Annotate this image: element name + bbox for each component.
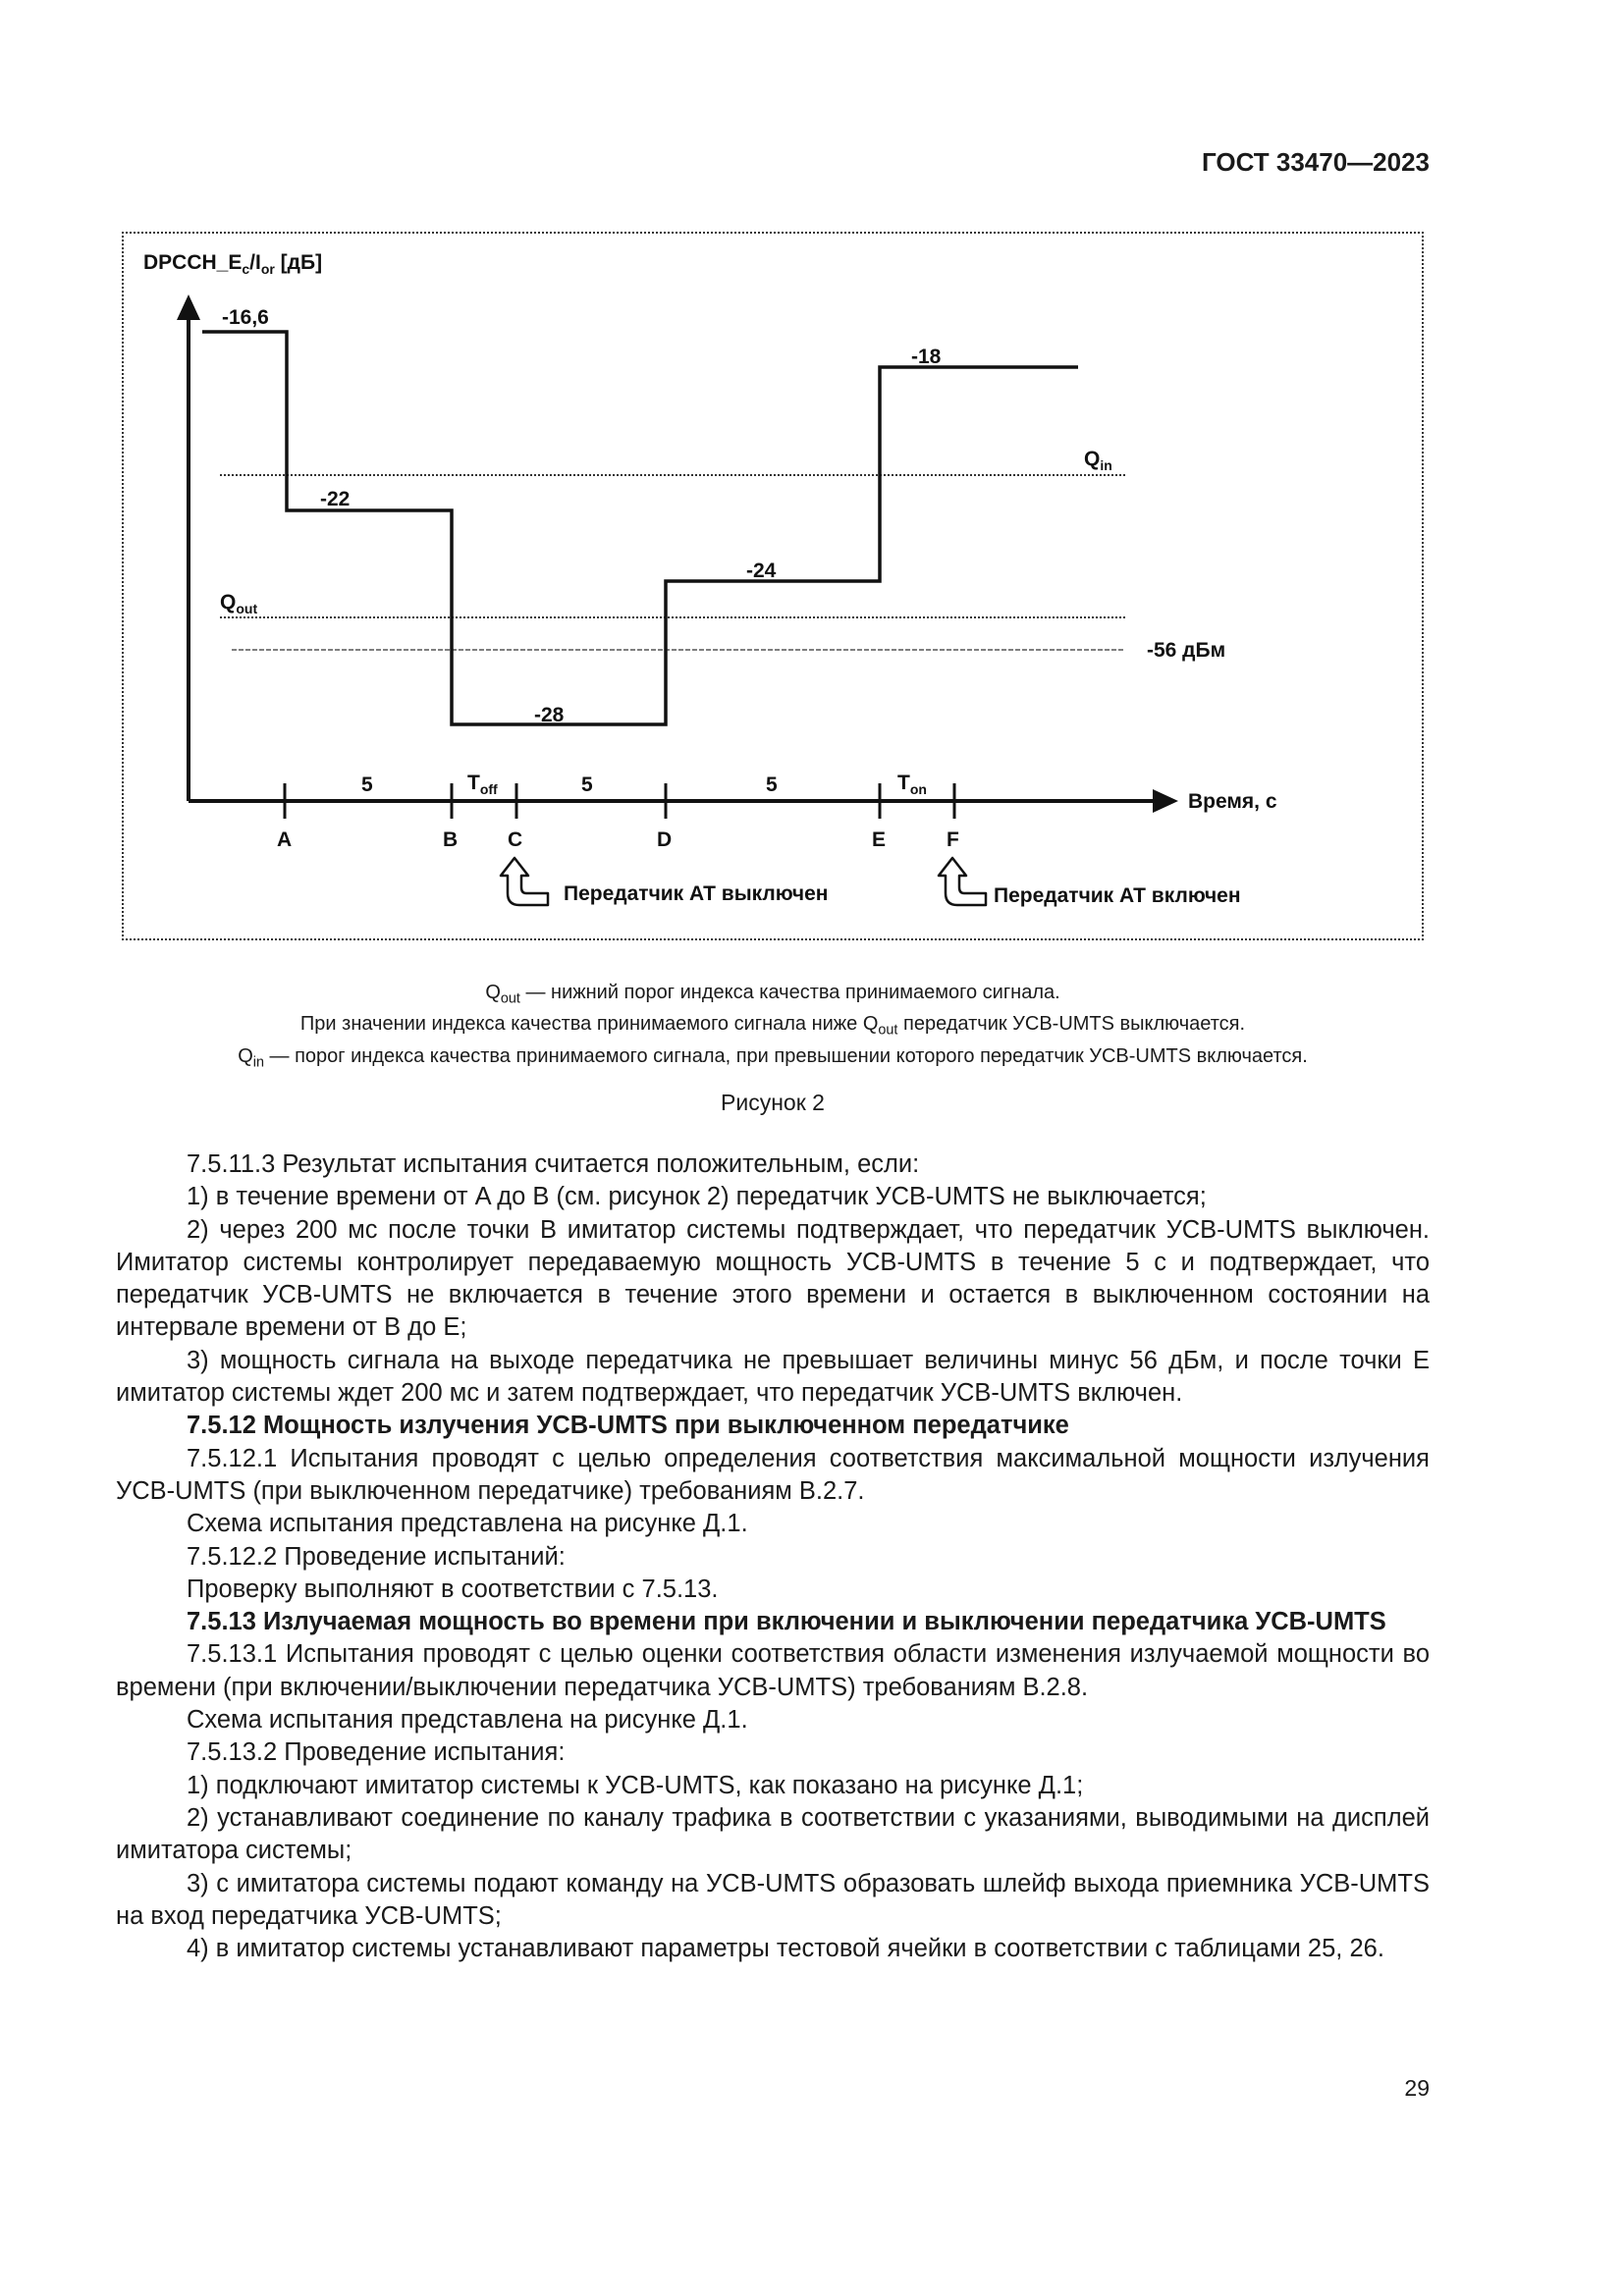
paragraph: 7.5.13.2 Проведение испытания: [187,1738,566,1767]
point-label: C [508,828,523,851]
legend-line-q-out: $Q_{out}$ — нижний порог индекса качества принимаемого сигнала. [485,982,1060,1007]
level-label: -22 [320,488,351,510]
point-label: F [947,828,959,851]
paragraph: Схема испытания представлена на рисунке Д.1. [187,1706,748,1735]
tx-off-label: Передатчик АТ выключен [564,882,829,905]
section-heading: 7.5.13 Излучаемая мощность во времени при включении и выключении передатчика УСВ-UMTS [187,1608,1386,1636]
t-off-label: $T_{off}$ [467,772,498,797]
tx-off-arrow-icon [501,858,548,905]
paragraph: Проверку выполняют в соответствии с 7.5.13. [187,1575,719,1603]
legend-line-threshold: При значении индекса качества принимаемого сигнала ниже $Q_{out}$ передатчик УСВ-UMTS выключается. [299,1013,1246,1039]
page-number: 29 [1404,2075,1430,2101]
document-header: ГОСТ 33470—2023 [1202,147,1430,177]
paragraph: 1) подключают имитатор системы к УСВ-UMTS, как показано на рисунке Д.1; [187,1771,1084,1799]
x-axis-arrow [1153,789,1178,813]
point-label: E [872,828,887,851]
paragraph: 7.5.13.1 Испытания проводят с целью оценки соответствия области изменения излучаемой мощности во времени (при включении/выключении передатчика УСВ-UMTS) требованиям В.2.8. [116,1640,1430,1701]
level-label: -28 [534,704,565,726]
paragraph: Схема испытания представлена на рисунке Д.1. [187,1510,748,1538]
point-label: B [443,828,459,851]
point-label: A [277,828,293,851]
figure-caption: Рисунок 2 [721,1090,825,1115]
level-label: -18 [911,346,942,368]
figure-frame [122,232,1424,940]
tx-on-arrow-icon [939,858,986,905]
paragraph: 3) мощность сигнала на выходе передатчика не превышает величины минус 56 дБм, и после точки E имитатор системы ждет 200 мс и затем подтверждает, что передатчик УСВ-UMTS включен. [116,1346,1430,1408]
paragraph: 7.5.12.2 Проведение испытаний: [187,1542,566,1571]
section-heading: 7.5.12 Мощность излучения УСВ-UMTS при выключенном передатчике [187,1412,1069,1440]
paragraph: 1) в течение времени от A до B (см. рисунок 2) передатчик УСВ-UMTS не выключается; [187,1183,1207,1211]
paragraph: 7.5.11.3 Результат испытания считается положительным, если: [187,1150,920,1178]
tx-on-label: Передатчик АТ включен [994,884,1241,907]
y-axis-arrow [177,294,200,320]
legend-line-q-in: $Q_{in}$ — порог индекса качества принимаемого сигнала, при превышении которого передатчик УСВ-UMTS включается. [238,1044,1308,1070]
paragraph: 3) с имитатора системы подают команду на УСВ-UMTS образовать шлейф выхода приемника УСВ-UMTS на вход передатчика УСВ-UMTS; [116,1869,1430,1930]
q-out-label: $Q_{out}$ [220,591,258,616]
level-label: -16,6 [222,306,269,329]
paragraph: 7.5.12.1 Испытания проводят с целью определения соответствия максимальной мощности излучения УСВ-UMTS (при выключенном передатчике) требованиям В.2.7. [116,1444,1430,1505]
level-label: -24 [746,560,777,582]
q-in-label: $Q_{in}$ [1084,448,1112,473]
y-axis-label: $DPCCH\_E_c/I_{or}$ [дБ] [143,251,323,277]
signal-level-trace [202,332,1078,724]
t-on-label: $T_{on}$ [897,772,927,797]
body-text [116,1148,1430,1965]
point-label: D [657,828,673,851]
figure-legend [122,980,1424,1075]
paragraph: 2) устанавливают соединение по каналу трафика в соответствии с указаниями, выводимыми на дисплей имитатора системы; [116,1803,1430,1865]
paragraph: 2) через 200 мс после точки B имитатор системы подтверждает, что передатчик УСВ-UMTS выключен. Имитатор системы контролирует передаваемую мощность УСВ-UMTS в течение 5 с и подтверждает, что передатчик УСВ-UMTS не включается в течение этого времени и остается в выключенном состоянии на интервале времени от B до E; [116,1215,1430,1342]
interval-label: 5 [361,774,373,796]
interval-label: 5 [581,774,593,796]
x-axis-label: Время, с [1188,790,1277,813]
paragraph: 4) в имитатор системы устанавливают параметры тестовой ячейки в соответствии с таблицами 25, 26. [187,1935,1384,1963]
interval-label: 5 [766,774,778,796]
power-limit-label: -56 дБм [1147,639,1226,662]
signal-diagram [124,234,1426,942]
